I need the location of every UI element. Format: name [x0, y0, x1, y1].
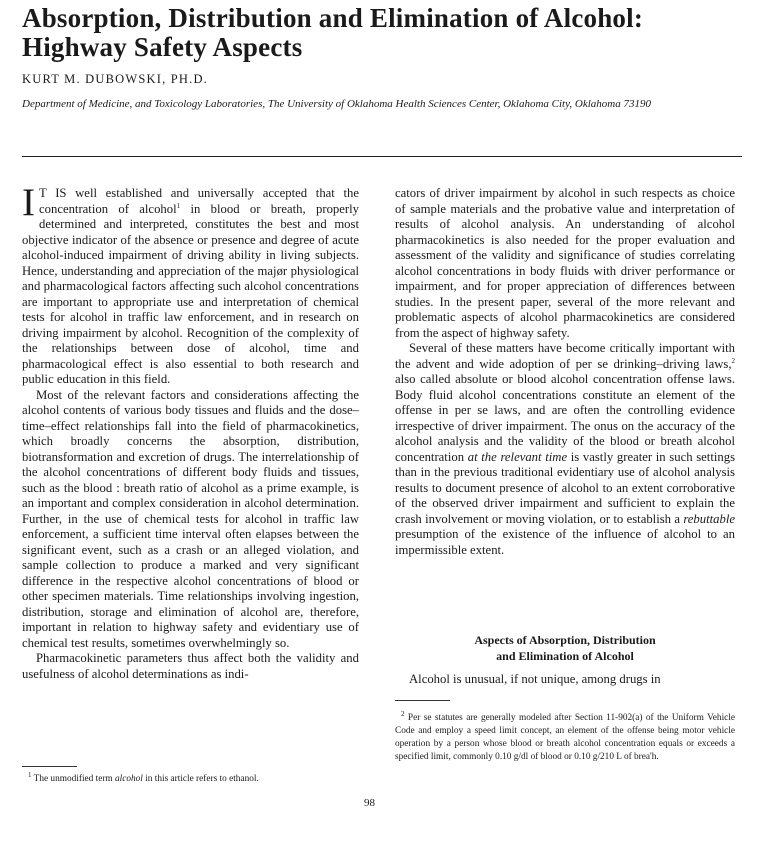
- continued-paragraph: cators of driver impairment by alcohol in such respects as choice of sample materials and the probative value and interpretation of results of alcohol analysis. An understanding of alcohol pharmacokinetics is also needed for the proper evaluation and assessment of the validity and significance of studies correlating alcohol concentrations in body fluids with driver performance or impairment, and for proper appreciation of differences between studies. In the present paper, several of the more relevant and problematic aspects of alcohol pharmacokinetics are considered from the aspect of highway safety.: [395, 186, 735, 340]
- header-divider: [22, 156, 742, 157]
- section-heading: [395, 632, 735, 664]
- emphasis-rebuttable: rebuttable: [683, 511, 735, 526]
- per-se-text-d: presumption of the existence of the influence of alcohol to an impermissible extent.: [395, 527, 735, 557]
- parameters-paragraph: Pharmacokinetic parameters thus affect both the validity and usefulness of alcohol determinations as indi-: [22, 651, 359, 681]
- footnote-divider-right: [395, 700, 450, 701]
- per-se-text-a: Several of these matters have become critically important with the advent and wide adoption of per se drinking–driving laws,: [395, 341, 735, 371]
- intro-text-b: in blood or breath, properly determined and interpreted, constitutes the best and most objective indicator of the absence or presence and degree of acute alcohol-induced impairment of driving ability in living subjects. Hence, understanding and appreciation of the majør physiological and pharmacological factors affecting such alcohol concentrations are important to appropriate use and interpretation of chemical tests for alcohol in traffic law enforcement, and in research on driving impairment by alcohol. Recognition of the complexity of the relationships between dose of alcohol, time and pharmacological effect is also essential to both research and public education in this field.: [22, 201, 359, 386]
- per-se-text-b: also called absolute or blood alcohol concentration offense laws. Body fluid alcohol concentrations constitute an element of the offense in per se laws, and are often the controlling evidence irrespective of driver impairment. The onus on the accuracy of the alcohol analysis and the validity of the blood or breath alcohol concentration: [395, 372, 735, 464]
- author-name: KURT M. DUBOWSKI, PH.D.: [22, 72, 209, 86]
- intro-text-a: T IS well established and universally accepted that the concentration of alcohol: [39, 186, 359, 216]
- footnote-divider-left: [22, 766, 77, 767]
- page-number: 98: [364, 797, 375, 809]
- alcohol-unusual-paragraph: Alcohol is unusual, if not unique, among drugs in: [409, 672, 661, 686]
- left-column: [22, 181, 359, 682]
- emphasis-relevant-time: at the relevant time: [467, 449, 568, 464]
- footnote-2-marker: 2: [401, 709, 405, 718]
- author-affiliation: Department of Medicine, and Toxicology Laboratories, The University of Oklahoma Health Sciences Center, Oklahoma City, Oklahoma 73190: [22, 98, 651, 110]
- footnote-2-text: Per se statutes are generally modeled after Section 11-902(a) of the Uniform Vehicle Code and employ a speed limit concept, an element of the offense being motor vehicle operation by a person whose blood or breath alcohol concentration equals or exceeds a specified limit, commonly 0.10 g/dl of blood or 0.10 g/210 L of brea'h.: [395, 713, 735, 762]
- footnote-1-text-b: in this article refers to ethanol.: [142, 774, 259, 784]
- footnote-1-text-a: The unmodified term: [31, 774, 115, 784]
- footnote-2: [395, 709, 735, 764]
- article-title: [22, 4, 752, 62]
- right-column: [395, 186, 735, 558]
- section-heading-line-1: Aspects of Absorption, Distribution: [474, 633, 656, 647]
- title-line-1: Absorption, Distribution and Elimination of Alcohol:: [22, 3, 644, 33]
- footnote-1-emphasis: alcohol: [114, 774, 143, 784]
- pharmacokinetics-paragraph: Most of the relevant factors and considerations affecting the alcohol contents of various body tissues and fluids and the dose–time–effect relationships fall into the field of pharmacokinetics, which broadly concerns the absorption, distribution, biotransformation and excretion of drugs. The interrelationship of the alcohol concentrations of different body fluids and tissues, such as the blood : breath ratio of alcohol as a prime example, is an important and complex consideration in alcohol determination. Further, in the use of chemical tests for alcohol in traffic law enforcement, a sufficient time interval often elapses between the significant event, such as a crash or an alleged violation, and sample collection to produce a marked and very significant difference in the respective alcohol concentrations of blood or other specimen materials. Time relationships involving ingestion, distribution, storage and elimination of alcohol are, therefore, important in relation to highway safety and evidentiary use of chemical test results, sometimes overwhelmingly so.: [22, 387, 359, 650]
- section-heading-line-2: and Elimination of Alcohol: [496, 649, 634, 663]
- per-se-paragraph: [395, 341, 735, 558]
- footnote-ref-2: 2: [731, 356, 735, 365]
- intro-paragraph: [22, 181, 359, 388]
- footnote-ref-1: 1: [176, 201, 181, 210]
- section-first-line: [395, 672, 735, 688]
- title-line-2: Highway Safety Aspects: [22, 32, 303, 62]
- footnote-1-marker: 1: [28, 770, 32, 779]
- drop-cap: I: [22, 181, 35, 224]
- footnote-1: [28, 770, 358, 785]
- per-se-text-c: is vastly greater in such settings than in the previous traditional evidentiary use of alcohol analysis results to document presence of alcohol to an extent corroborative of the observed driver impairment and sufficient to explain the crash involvement or moving violation, or to establish a: [395, 449, 736, 526]
